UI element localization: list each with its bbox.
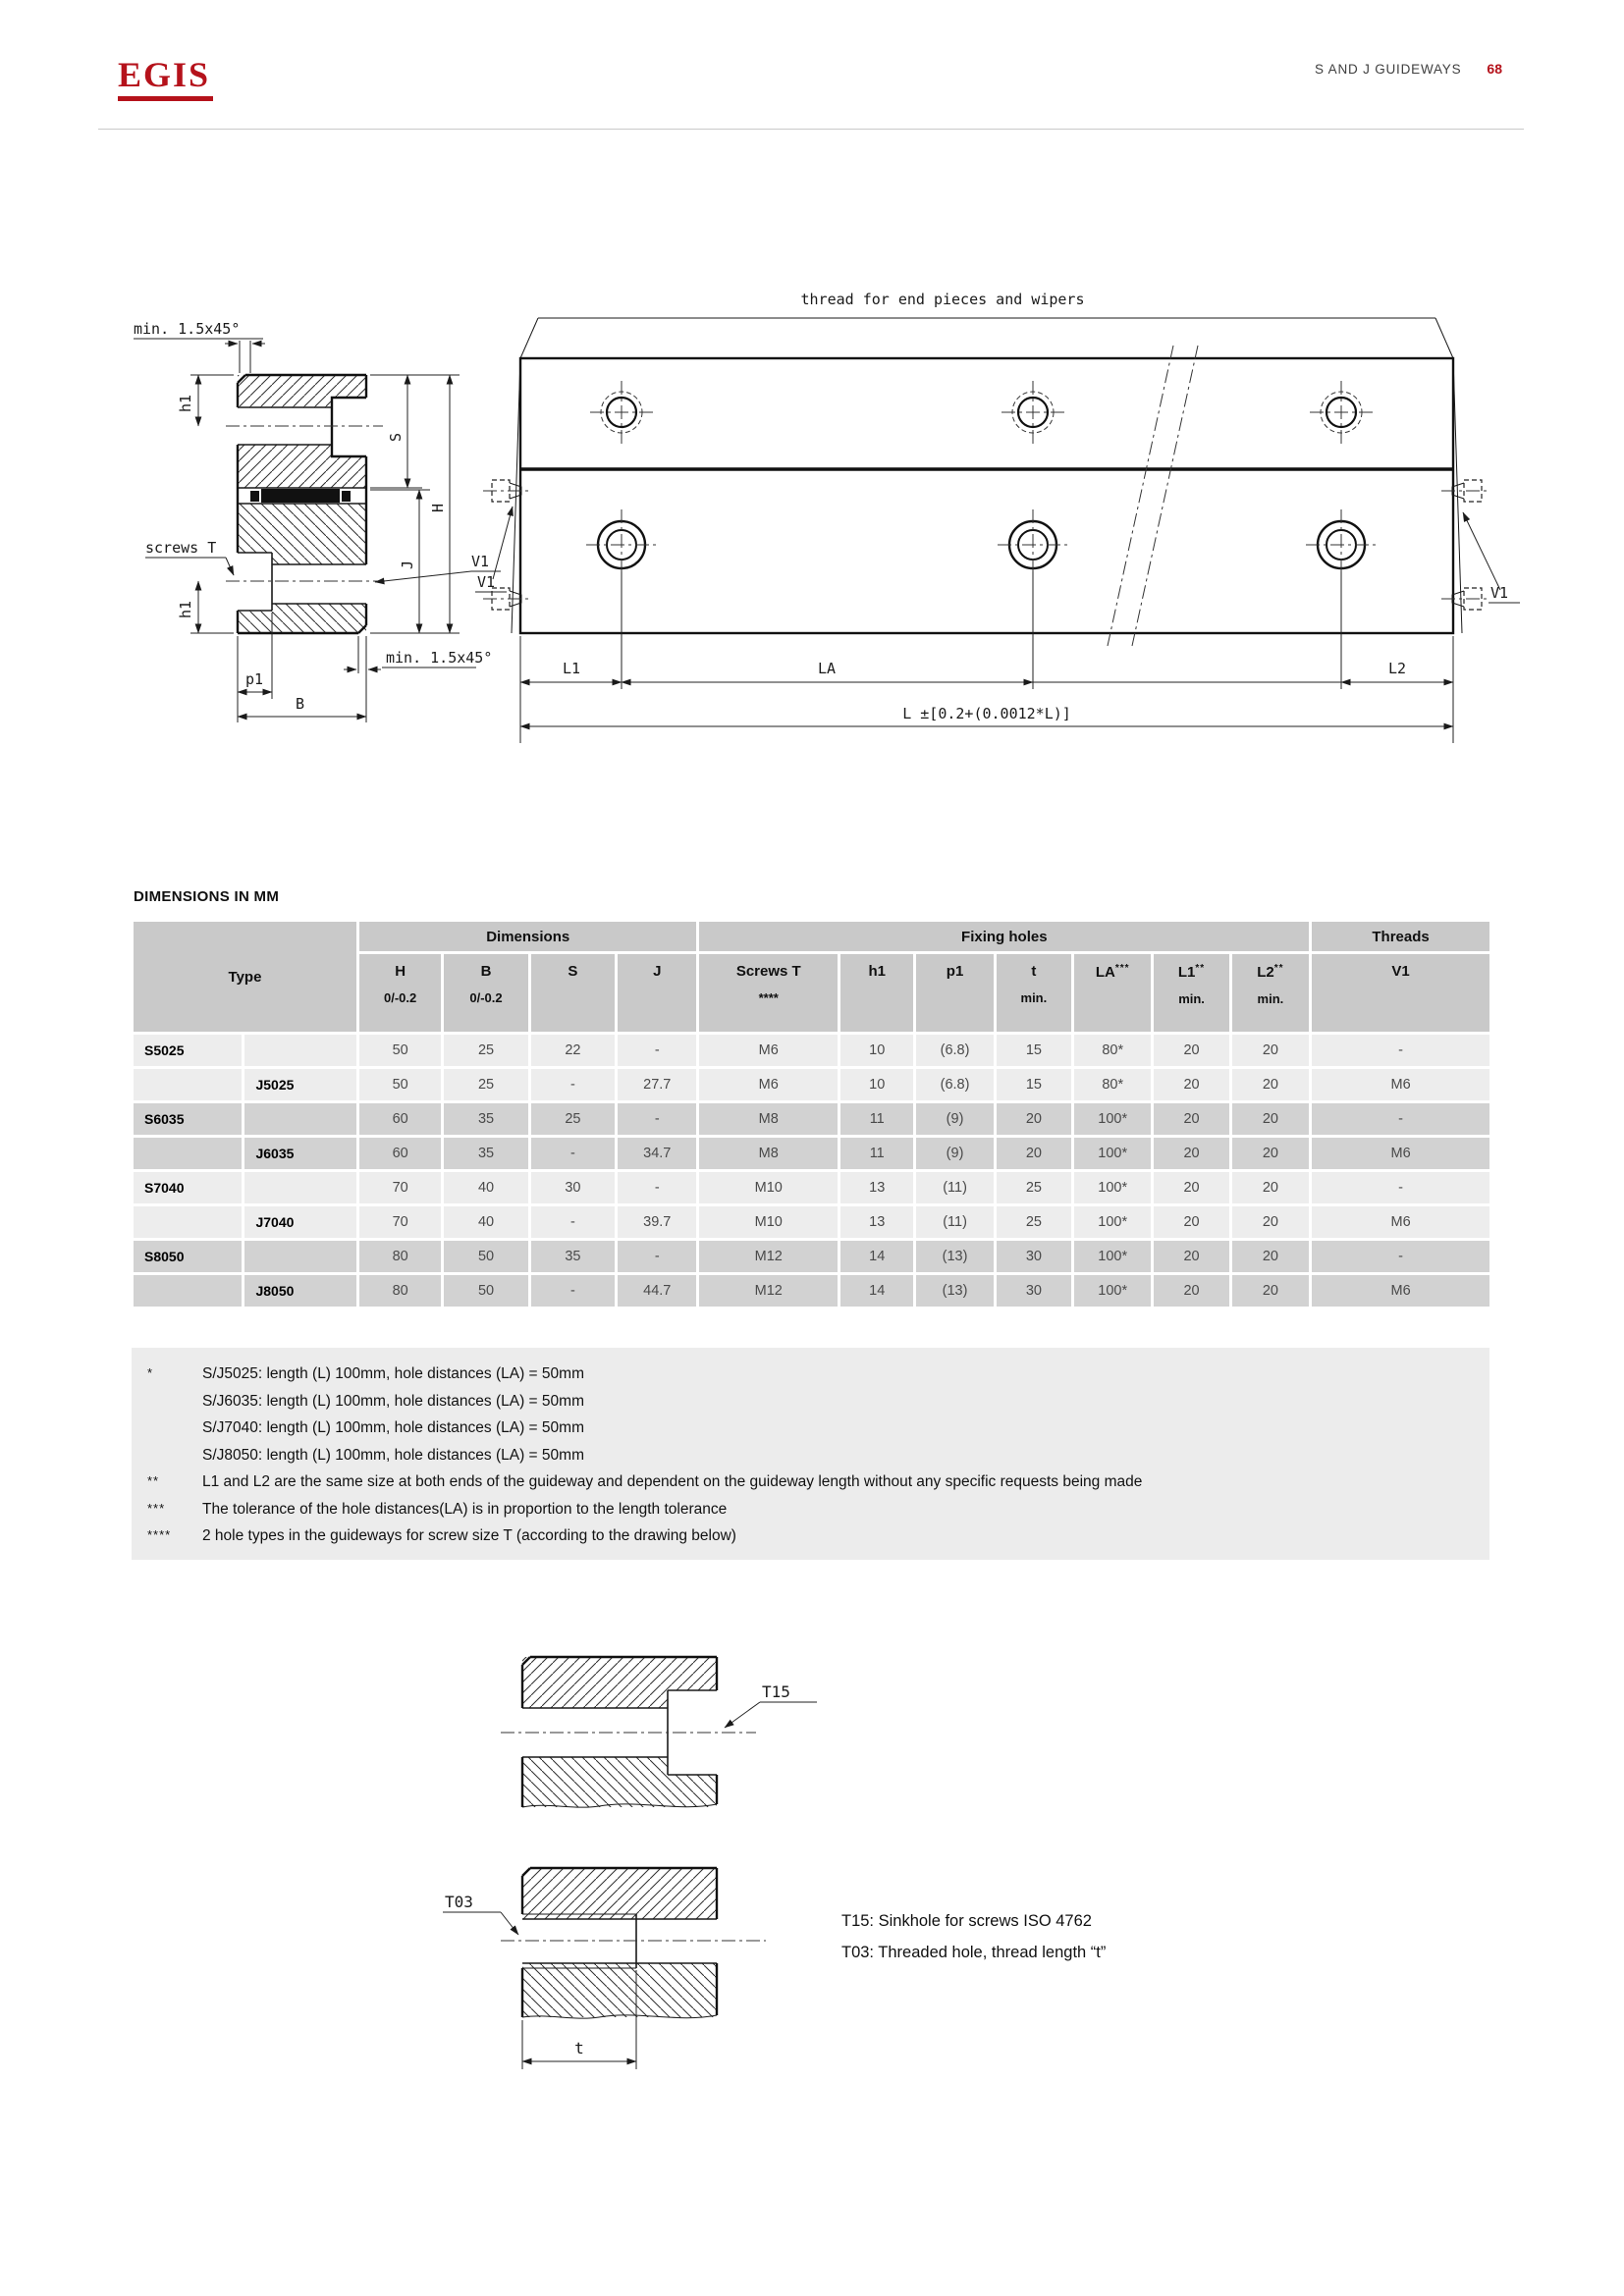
cell-type: S5025 bbox=[134, 1035, 242, 1066]
dim-label-v1-side-right: V1 bbox=[1490, 584, 1509, 602]
cell-value: - bbox=[1312, 1035, 1489, 1066]
hole-type-descriptions bbox=[841, 1905, 1106, 1968]
cell-type: J5025 bbox=[244, 1069, 355, 1100]
cell-value: 30 bbox=[531, 1172, 615, 1203]
cell-value: 20 bbox=[1232, 1035, 1309, 1066]
dim-label-v1-side-left: V1 bbox=[477, 573, 496, 591]
cell-value: 80* bbox=[1074, 1069, 1151, 1100]
thread-note: thread for end pieces and wipers bbox=[800, 291, 1085, 308]
cell-value: 40 bbox=[444, 1172, 527, 1203]
cell-type: J6035 bbox=[244, 1138, 355, 1169]
table-row bbox=[134, 1275, 1489, 1307]
cell-value: 50 bbox=[444, 1241, 527, 1272]
cell-value: 34.7 bbox=[618, 1138, 696, 1169]
cell-value: 10 bbox=[840, 1035, 913, 1066]
cell-value: M12 bbox=[699, 1241, 838, 1272]
cell-value: 100* bbox=[1074, 1172, 1151, 1203]
side-view bbox=[475, 291, 1520, 743]
cell-value: 100* bbox=[1074, 1241, 1151, 1272]
cell-value: 40 bbox=[444, 1206, 527, 1238]
col-header-type: Type bbox=[134, 922, 356, 1032]
cell-value: 50 bbox=[359, 1069, 441, 1100]
cell-value: 11 bbox=[840, 1103, 913, 1135]
cell-value: (11) bbox=[916, 1206, 993, 1238]
t15-label: T15 bbox=[762, 1682, 790, 1701]
cell-value: - bbox=[531, 1275, 615, 1307]
cell-type bbox=[134, 1138, 242, 1169]
cell-value: 25 bbox=[444, 1035, 527, 1066]
footnote: * S/J5025: length (L) 100mm, hole distances (LA) = 50mm bbox=[147, 1365, 584, 1382]
cell-value: 14 bbox=[840, 1275, 913, 1307]
fixing-hole bbox=[1306, 509, 1377, 580]
cell-value: 15 bbox=[997, 1035, 1071, 1066]
dim-label-h1-top: h1 bbox=[177, 394, 194, 412]
cell-value: 20 bbox=[1232, 1206, 1309, 1238]
cell-value: 13 bbox=[840, 1206, 913, 1238]
cell-value: - bbox=[1312, 1241, 1489, 1272]
cell-value: (13) bbox=[916, 1275, 993, 1307]
group-header-fixing-holes: Fixing holes bbox=[699, 922, 1309, 951]
cell-value: (13) bbox=[916, 1241, 993, 1272]
t03-description: T03: Threaded hole, thread length “t” bbox=[841, 1944, 1107, 1961]
cell-value: 100* bbox=[1074, 1103, 1151, 1135]
cell-type bbox=[244, 1241, 355, 1272]
t03-threaded-hole-view bbox=[443, 1868, 766, 2069]
cell-type: S6035 bbox=[134, 1103, 242, 1135]
cell-value: 10 bbox=[840, 1069, 913, 1100]
cell-type bbox=[244, 1172, 355, 1203]
cell-value: 30 bbox=[997, 1275, 1071, 1307]
cell-value: 20 bbox=[1154, 1206, 1228, 1238]
dim-label-b: B bbox=[296, 695, 305, 713]
cell-value: 20 bbox=[1154, 1241, 1228, 1272]
col-header-v1: V1 bbox=[1312, 954, 1489, 1032]
cell-value: M6 bbox=[699, 1069, 838, 1100]
cell-type bbox=[134, 1206, 242, 1238]
end-thread-symbol bbox=[1441, 480, 1490, 610]
cell-value: 20 bbox=[1154, 1138, 1228, 1169]
col-header-j: J bbox=[618, 954, 696, 1032]
cell-value: M6 bbox=[1312, 1069, 1489, 1100]
cell-value: M6 bbox=[1312, 1206, 1489, 1238]
footnote: S/J6035: length (L) 100mm, hole distances (LA) = 50mm bbox=[202, 1392, 584, 1410]
footnote: **** 2 hole types in the guideways for screw size T (according to the drawing below) bbox=[147, 1527, 736, 1544]
cell-value: 13 bbox=[840, 1172, 913, 1203]
page-number: 68 bbox=[1487, 61, 1502, 77]
page-header bbox=[1315, 61, 1502, 77]
cell-value: 15 bbox=[997, 1069, 1071, 1100]
cell-value: M12 bbox=[699, 1275, 838, 1307]
dim-label-chamfer-top: min. 1.5x45° bbox=[134, 320, 241, 338]
table-row bbox=[134, 1138, 1489, 1169]
cell-value: - bbox=[618, 1103, 696, 1135]
cell-type: S7040 bbox=[134, 1172, 242, 1203]
dim-label-h: H bbox=[429, 503, 447, 512]
footnote: S/J7040: length (L) 100mm, hole distances (LA) = 50mm bbox=[202, 1419, 584, 1436]
t15-description: T15: Sinkhole for screws ISO 4762 bbox=[841, 1912, 1092, 1930]
cell-value: (11) bbox=[916, 1172, 993, 1203]
dim-label-v1-left: V1 bbox=[471, 553, 490, 570]
cell-value: 100* bbox=[1074, 1275, 1151, 1307]
cell-value: 70 bbox=[359, 1206, 441, 1238]
cell-value: 20 bbox=[997, 1138, 1071, 1169]
cell-type: S8050 bbox=[134, 1241, 242, 1272]
header-divider bbox=[98, 129, 1524, 130]
group-header-dimensions: Dimensions bbox=[359, 922, 696, 951]
cell-value: M10 bbox=[699, 1172, 838, 1203]
cell-value: 25 bbox=[997, 1206, 1071, 1238]
dim-label-p1: p1 bbox=[245, 670, 264, 688]
table-body bbox=[134, 1035, 1489, 1307]
col-header-l2: L2** min. bbox=[1232, 954, 1309, 1032]
fixing-hole bbox=[586, 509, 657, 580]
cell-value: 25 bbox=[531, 1103, 615, 1135]
footnotes-box bbox=[132, 1348, 1489, 1560]
hole-type-drawings bbox=[88, 1620, 1512, 2081]
dim-label-j: J bbox=[399, 560, 416, 569]
egis-logo: EGIS bbox=[118, 54, 213, 101]
t15-sinkhole-view bbox=[501, 1657, 817, 1807]
table-row bbox=[134, 1206, 1489, 1238]
t-dim-label: t bbox=[574, 2039, 584, 2057]
cell-value: 35 bbox=[444, 1138, 527, 1169]
dim-label-screws-t: screws T bbox=[145, 539, 217, 557]
threaded-hole bbox=[1310, 381, 1373, 444]
cell-value: 25 bbox=[444, 1069, 527, 1100]
cell-value: 50 bbox=[359, 1035, 441, 1066]
cell-value: 14 bbox=[840, 1241, 913, 1272]
cell-value: 100* bbox=[1074, 1138, 1151, 1169]
col-header-l1: L1** min. bbox=[1154, 954, 1228, 1032]
cell-value: - bbox=[618, 1035, 696, 1066]
col-header-p1: p1 bbox=[916, 954, 993, 1032]
col-header-t: t min. bbox=[997, 954, 1071, 1032]
table-row bbox=[134, 1069, 1489, 1100]
cell-value: 20 bbox=[1154, 1069, 1228, 1100]
cell-value: 80 bbox=[359, 1241, 441, 1272]
dim-label-l2: L2 bbox=[1387, 660, 1407, 677]
cell-value: 20 bbox=[1154, 1103, 1228, 1135]
cell-value: 50 bbox=[444, 1275, 527, 1307]
cell-type bbox=[134, 1069, 242, 1100]
cell-value: 20 bbox=[1232, 1138, 1309, 1169]
table-row bbox=[134, 1172, 1489, 1203]
cell-type bbox=[134, 1275, 242, 1307]
threaded-hole bbox=[590, 381, 653, 444]
cell-type: J7040 bbox=[244, 1206, 355, 1238]
cell-type bbox=[244, 1035, 355, 1066]
cell-value: M8 bbox=[699, 1103, 838, 1135]
cell-value: M6 bbox=[1312, 1138, 1489, 1169]
cell-value: 35 bbox=[531, 1241, 615, 1272]
cell-value: 20 bbox=[1232, 1103, 1309, 1135]
table-row bbox=[134, 1241, 1489, 1272]
cell-value: 20 bbox=[1232, 1172, 1309, 1203]
footnote: *** The tolerance of the hole distances(LA) is in proportion to the length tolerance bbox=[147, 1500, 728, 1518]
col-header-la: LA*** bbox=[1074, 954, 1151, 1032]
cell-value: 20 bbox=[1154, 1172, 1228, 1203]
cell-value: 70 bbox=[359, 1172, 441, 1203]
cell-value: (6.8) bbox=[916, 1069, 993, 1100]
table-row bbox=[134, 1035, 1489, 1066]
cell-value: 20 bbox=[1154, 1035, 1228, 1066]
cell-value: 11 bbox=[840, 1138, 913, 1169]
col-header-b: B 0/-0.2 bbox=[444, 954, 527, 1032]
col-header-screws-t: Screws T **** bbox=[699, 954, 838, 1032]
cell-value: - bbox=[531, 1206, 615, 1238]
t03-label: T03 bbox=[445, 1893, 473, 1911]
threaded-hole bbox=[1001, 381, 1064, 444]
cell-value: 35 bbox=[444, 1103, 527, 1135]
cell-value: 20 bbox=[1232, 1275, 1309, 1307]
cell-value: 100* bbox=[1074, 1206, 1151, 1238]
dim-label-s: S bbox=[387, 432, 405, 442]
group-header-threads: Threads bbox=[1312, 922, 1489, 951]
cell-value: - bbox=[618, 1241, 696, 1272]
dimensions-table bbox=[131, 919, 1492, 1309]
col-header-h1: h1 bbox=[840, 954, 913, 1032]
cell-value: 30 bbox=[997, 1241, 1071, 1272]
cell-value: (9) bbox=[916, 1103, 993, 1135]
table-title: DIMENSIONS IN MM bbox=[134, 888, 280, 905]
cell-value: - bbox=[618, 1172, 696, 1203]
guideway-drawings bbox=[88, 255, 1581, 756]
cell-value: (6.8) bbox=[916, 1035, 993, 1066]
cell-value: 44.7 bbox=[618, 1275, 696, 1307]
cell-value: 80 bbox=[359, 1275, 441, 1307]
cell-value: 60 bbox=[359, 1138, 441, 1169]
cell-value: 39.7 bbox=[618, 1206, 696, 1238]
cell-value: 20 bbox=[997, 1103, 1071, 1135]
footnote: S/J8050: length (L) 100mm, hole distances (LA) = 50mm bbox=[202, 1446, 584, 1464]
cell-value: (9) bbox=[916, 1138, 993, 1169]
col-header-h: H 0/-0.2 bbox=[359, 954, 441, 1032]
cell-value: M6 bbox=[699, 1035, 838, 1066]
cell-value: 60 bbox=[359, 1103, 441, 1135]
section-title: S AND J GUIDEWAYS bbox=[1315, 62, 1462, 77]
cell-type: J8050 bbox=[244, 1275, 355, 1307]
dim-label-la: LA bbox=[817, 660, 837, 677]
table-row bbox=[134, 1103, 1489, 1135]
dim-label-h1-bottom: h1 bbox=[177, 600, 194, 618]
cell-value: 80* bbox=[1074, 1035, 1151, 1066]
cell-value: M6 bbox=[1312, 1275, 1489, 1307]
cell-value: 27.7 bbox=[618, 1069, 696, 1100]
table-group-row bbox=[134, 922, 1489, 951]
rail-insert bbox=[261, 489, 340, 503]
dim-label-l-total: L ±[0.2+(0.0012*L)] bbox=[902, 705, 1071, 722]
cross-section-view bbox=[134, 320, 501, 722]
cell-value: - bbox=[1312, 1103, 1489, 1135]
cell-value: - bbox=[531, 1138, 615, 1169]
cell-value: 25 bbox=[997, 1172, 1071, 1203]
col-header-s: S bbox=[531, 954, 615, 1032]
cell-type bbox=[244, 1103, 355, 1135]
footnote: ** L1 and L2 are the same size at both ends of the guideway and dependent on the guideway length without any specific requests being made bbox=[147, 1473, 1143, 1490]
fixing-hole bbox=[998, 509, 1068, 580]
cell-value: M10 bbox=[699, 1206, 838, 1238]
cell-value: 20 bbox=[1232, 1241, 1309, 1272]
dim-label-l1: L1 bbox=[562, 660, 581, 677]
cell-value: 22 bbox=[531, 1035, 615, 1066]
cell-value: M8 bbox=[699, 1138, 838, 1169]
cell-value: - bbox=[531, 1069, 615, 1100]
cell-value: 20 bbox=[1232, 1069, 1309, 1100]
cell-value: 20 bbox=[1154, 1275, 1228, 1307]
dim-label-chamfer-bottom: min. 1.5x45° bbox=[386, 649, 493, 667]
cell-value: - bbox=[1312, 1172, 1489, 1203]
